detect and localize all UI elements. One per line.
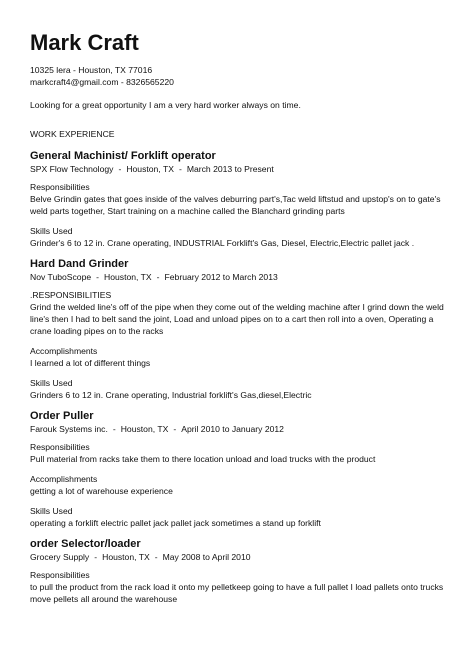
candidate-name: Mark Craft [30, 30, 139, 55]
responsibilities-block [30, 569, 455, 605]
job-entry [30, 257, 455, 401]
job-entry [30, 149, 455, 249]
skills-label: Skills Used [30, 226, 73, 236]
responsibilities-block [30, 181, 455, 217]
skills-label: Skills Used [30, 378, 73, 388]
job-meta [30, 423, 455, 435]
job-company: Farouk Systems inc. [30, 424, 108, 434]
job-company: Nov TuboScope [30, 272, 92, 282]
responsibilities-block [30, 289, 455, 337]
accomplishments-text: I learned a lot of different things [30, 358, 151, 368]
meta-separator: - [178, 164, 182, 174]
job-title: Order Puller [30, 410, 94, 422]
job-meta [30, 271, 455, 283]
accomplishments-label: Accomplishments [30, 474, 98, 484]
job-dates: February 2012 to March 2013 [164, 272, 278, 282]
skills-text: operating a forklift electric pallet jack pallet jack sometimes a stand up forklift [30, 518, 321, 528]
job-title: General Machinist/ Forklift operator [30, 150, 216, 162]
skills-text: Grinder's 6 to 12 in. Crane operating, INDUSTRIAL Forklift's Gas, Diesel, Electric,Electric pallet jack . [30, 238, 415, 248]
accomplishments-block [30, 473, 455, 497]
responsibilities-block [30, 441, 455, 465]
meta-separator: - [173, 424, 177, 434]
accomplishments-label: Accomplishments [30, 346, 98, 356]
job-company: SPX Flow Technology [30, 164, 114, 174]
job-title: Hard Dand Grinder [30, 258, 129, 270]
job-entry [30, 409, 455, 529]
responsibilities-label: Responsibilities [30, 442, 90, 452]
skills-text: Grinders 6 to 12 in. Crane operating, Industrial forklift's Gas,diesel,Electric [30, 390, 312, 400]
address-line: 10325 lera - Houston, TX 77016 [30, 65, 153, 75]
skills-label: Skills Used [30, 506, 73, 516]
job-dates: April 2010 to January 2012 [181, 424, 284, 434]
job-meta [30, 163, 455, 175]
email-phone-line: markcraft4@gmail.com - 8326565220 [30, 77, 174, 87]
job-dates: March 2013 to Present [186, 164, 274, 174]
job-dates: May 2008 to April 2010 [162, 552, 251, 562]
responsibilities-text: Belve Grindin gates that goes inside of the valves deburring part's,Tac weld liftstud and upstop's on to gate's weld parts together, Start training on a machine called the Blanchard grinding parts [30, 194, 441, 216]
accomplishments-block [30, 345, 455, 369]
skills-block [30, 225, 455, 249]
meta-separator: - [118, 164, 122, 174]
job-location: Houston, TX [104, 272, 152, 282]
skills-block [30, 377, 455, 401]
job-company: Grocery Supply [30, 552, 90, 562]
responsibilities-text: Pull material from racks take them to there location unload and load trucks with the product [30, 454, 376, 464]
responsibilities-text: Grind the welded line's off of the pipe when they come out of the welding machine after I grind down the weld line's then I had to belt sand the joint, Load and unload pipes on to a cart then roll into a oven, Operating a crane loading pipes on to the racks [30, 302, 444, 336]
responsibilities-label: .RESPONSIBILITIES [30, 290, 112, 300]
work-experience-heading: WORK EXPERIENCE [30, 129, 115, 139]
meta-separator: - [154, 552, 158, 562]
job-location: Houston, TX [120, 424, 169, 434]
meta-separator: - [94, 552, 98, 562]
responsibilities-text: to pull the product from the rack load it onto my pelletkeep going to have a full pallet I load pallets onto trucks move pellets all around the warehouse [30, 582, 444, 604]
meta-separator: - [96, 272, 100, 282]
meta-separator: - [112, 424, 116, 434]
job-location: Houston, TX [126, 164, 174, 174]
job-entry [30, 537, 455, 605]
responsibilities-label: Responsibilities [30, 182, 90, 192]
job-meta [30, 551, 455, 563]
resume-page [30, 30, 455, 605]
responsibilities-label: Responsibilities [30, 570, 90, 580]
job-location: Houston, TX [102, 552, 150, 562]
job-title: order Selector/loader [30, 538, 141, 550]
skills-block [30, 505, 455, 529]
accomplishments-text: getting a lot of warehouse experience [30, 486, 173, 496]
meta-separator: - [156, 272, 160, 282]
objective-statement: Looking for a great opportunity I am a very hard worker always on time. [30, 100, 301, 110]
